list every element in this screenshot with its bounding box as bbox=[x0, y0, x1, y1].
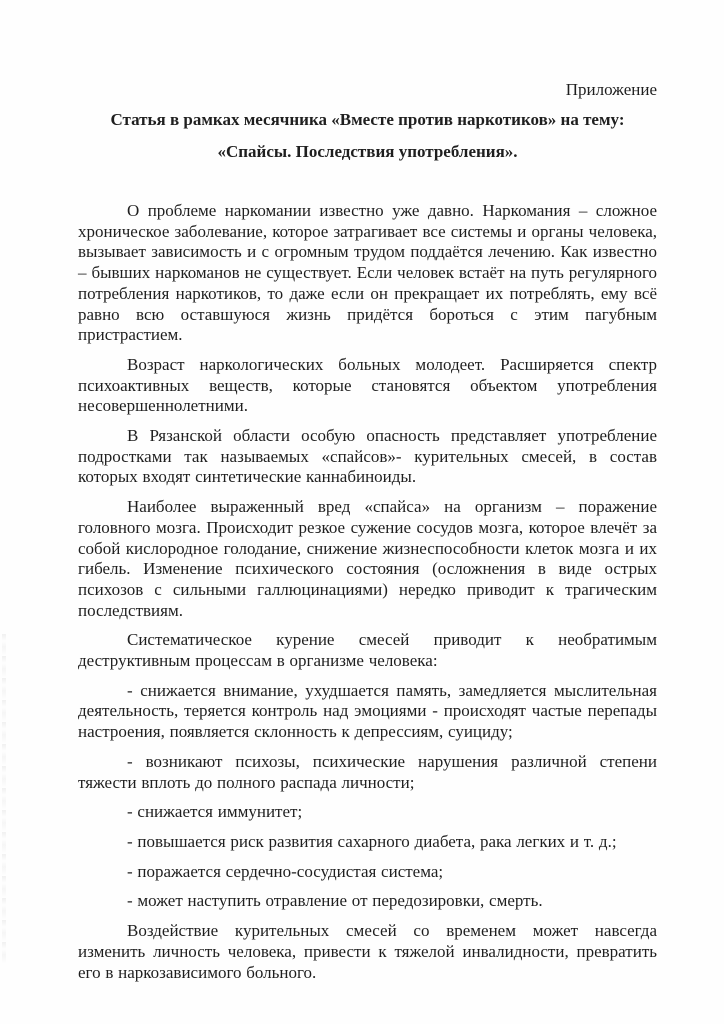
document-body bbox=[78, 201, 657, 983]
body-paragraph: Систематическое курение смесей приводит к необратимым деструктивным процессам в организме человека: bbox=[78, 630, 657, 671]
document-title-line-2: «Спайсы. Последствия употребления». bbox=[217, 142, 518, 161]
list-item: - поражается сердечно-сосудистая система; bbox=[127, 861, 444, 881]
list-item: - может наступить отравление от передозировки, смерть. bbox=[127, 891, 543, 911]
document-title-line-1: Статья в рамках месячника «Вместе против наркотиков» на тему: bbox=[110, 110, 625, 129]
scan-artifact bbox=[2, 634, 6, 964]
body-paragraph: Возраст наркологических больных молодеет. Расширяется спектр психоактивных веществ, которые становятся объектом употребления несовершеннолетними. bbox=[78, 354, 657, 416]
body-paragraph: О проблеме наркомании известно уже давно. Наркомания – сложное хроническое заболевание, которое затрагивает все системы и органы человека, вызывает зависимость и с огромным трудом поддаётся лечению. Как известно – бывших наркоманов не существует. Если человек встаёт на путь регулярного потребления наркотиков, то даже если он прекращает их потреблять, ему всё равно всю оставшуюся жизнь придётся бороться с этим пагубным пристрастием. bbox=[78, 201, 657, 345]
list-item: - снижается иммунитет; bbox=[127, 802, 303, 822]
body-paragraph: В Рязанской области особую опасность представляет употребление подростками так называемых «спайсов»- курительных смесей, в состав которых входят синтетические каннабиноиды. bbox=[78, 426, 657, 487]
list-item: - повышается риск развития сахарного диабета, рака легких и т. д.; bbox=[127, 831, 617, 851]
body-paragraph: Наиболее выраженный вред «спайса» на организм – поражение головного мозга. Происходит резкое сужение сосудов мозга, которое влечёт за собой кислородное голодание, снижение жизнеспособности клеток мозга и их гибель. Изменение психического состояния (осложнения в виде острых психозов с сильными галлюцинациями) нередко приводит к трагическим последствиям. bbox=[78, 497, 657, 620]
list-item: - снижается внимание, ухудшается память, замедляется мыслительная деятельность, теряется контроль над эмоциями - происходят частые перепады настроения, появляется склонность к депрессиям, суициду; bbox=[78, 680, 657, 742]
closing-paragraph: Воздействие курительных смесей со временем может навсегда изменить личность человека, привести к тяжелой инвалидности, превратить его в наркозависимого больного. bbox=[78, 921, 657, 982]
list-item: - возникают психозы, психические нарушения различной степени тяжести вплоть до полного распада личности; bbox=[78, 751, 657, 792]
annex-label: Приложение bbox=[565, 80, 657, 99]
